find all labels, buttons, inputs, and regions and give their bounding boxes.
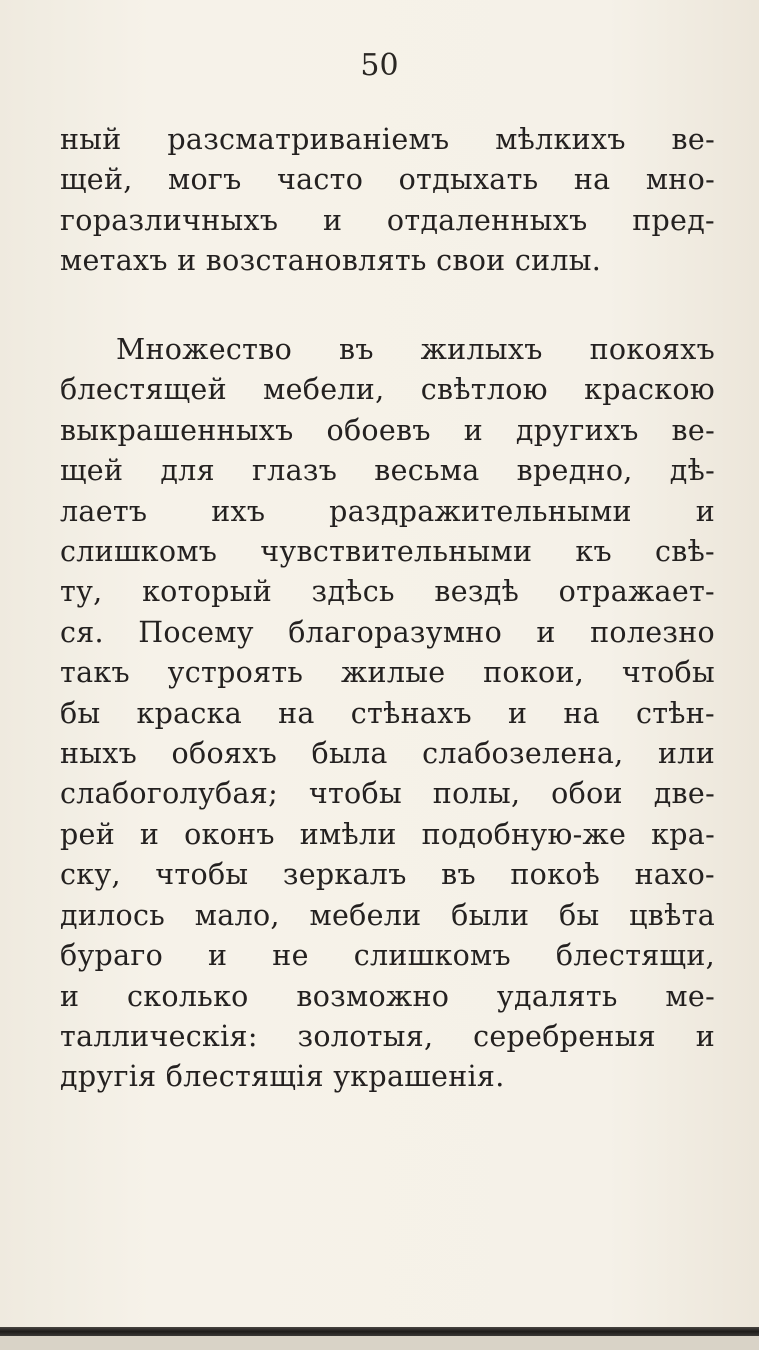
page-bottom-border xyxy=(0,1327,759,1336)
text-line: ску, чтобы зеркалъ въ покоѣ нахо- xyxy=(60,858,715,892)
text-line: ту, который здѣсь вездѣ отражает- xyxy=(60,575,715,609)
text-line: рей и оконъ имѣли подобную-же кра- xyxy=(60,817,715,851)
text-line: другія блестящія украшенія. xyxy=(60,1060,505,1094)
text-line: таллическія: золотыя, серебреныя и xyxy=(60,1019,715,1053)
text-line: дилось мало, мебели были бы цвѣта xyxy=(60,898,715,932)
text-line: и сколько возможно удалять ме- xyxy=(60,979,715,1013)
page-bottom-edge xyxy=(0,1336,759,1350)
text-line: щей для глазъ весьма вредно, дѣ- xyxy=(60,454,715,488)
text-line: щей, могъ часто отдыхать на мно- xyxy=(60,163,715,197)
text-line: такъ устроять жилые покои, чтобы xyxy=(60,656,715,690)
text-line: бы краска на стѣнахъ и на стѣн- xyxy=(60,696,715,730)
text-line: бураго и не слишкомъ блестящи, xyxy=(60,939,715,973)
text-line: слишкомъ чувствительными къ свѣ- xyxy=(60,535,715,569)
text-line: Множество въ жилыхъ покояхъ xyxy=(116,333,715,366)
paragraph-2 xyxy=(60,330,715,1098)
page-number: 50 xyxy=(360,48,399,83)
text-line: блестящей мебели, свѣтлою краскою xyxy=(60,373,715,407)
text-line: ныхъ обояхъ была слабозелена, или xyxy=(60,737,715,771)
text-line: лаетъ ихъ раздражительными и xyxy=(60,494,715,528)
text-line: ный разсматриваніемъ мѣлкихъ ве- xyxy=(60,123,715,156)
paragraph-1 xyxy=(60,120,715,282)
text-line: слабоголубая; чтобы полы, обои две- xyxy=(60,777,715,811)
text-line: метахъ и возстановлять свои силы. xyxy=(60,244,602,278)
text-line: горазличныхъ и отдаленныхъ пред- xyxy=(60,203,715,237)
text-line: ся. Посему благоразумно и полезно xyxy=(60,615,715,649)
text-line: выкрашенныхъ обоевъ и другихъ ве- xyxy=(60,413,715,447)
